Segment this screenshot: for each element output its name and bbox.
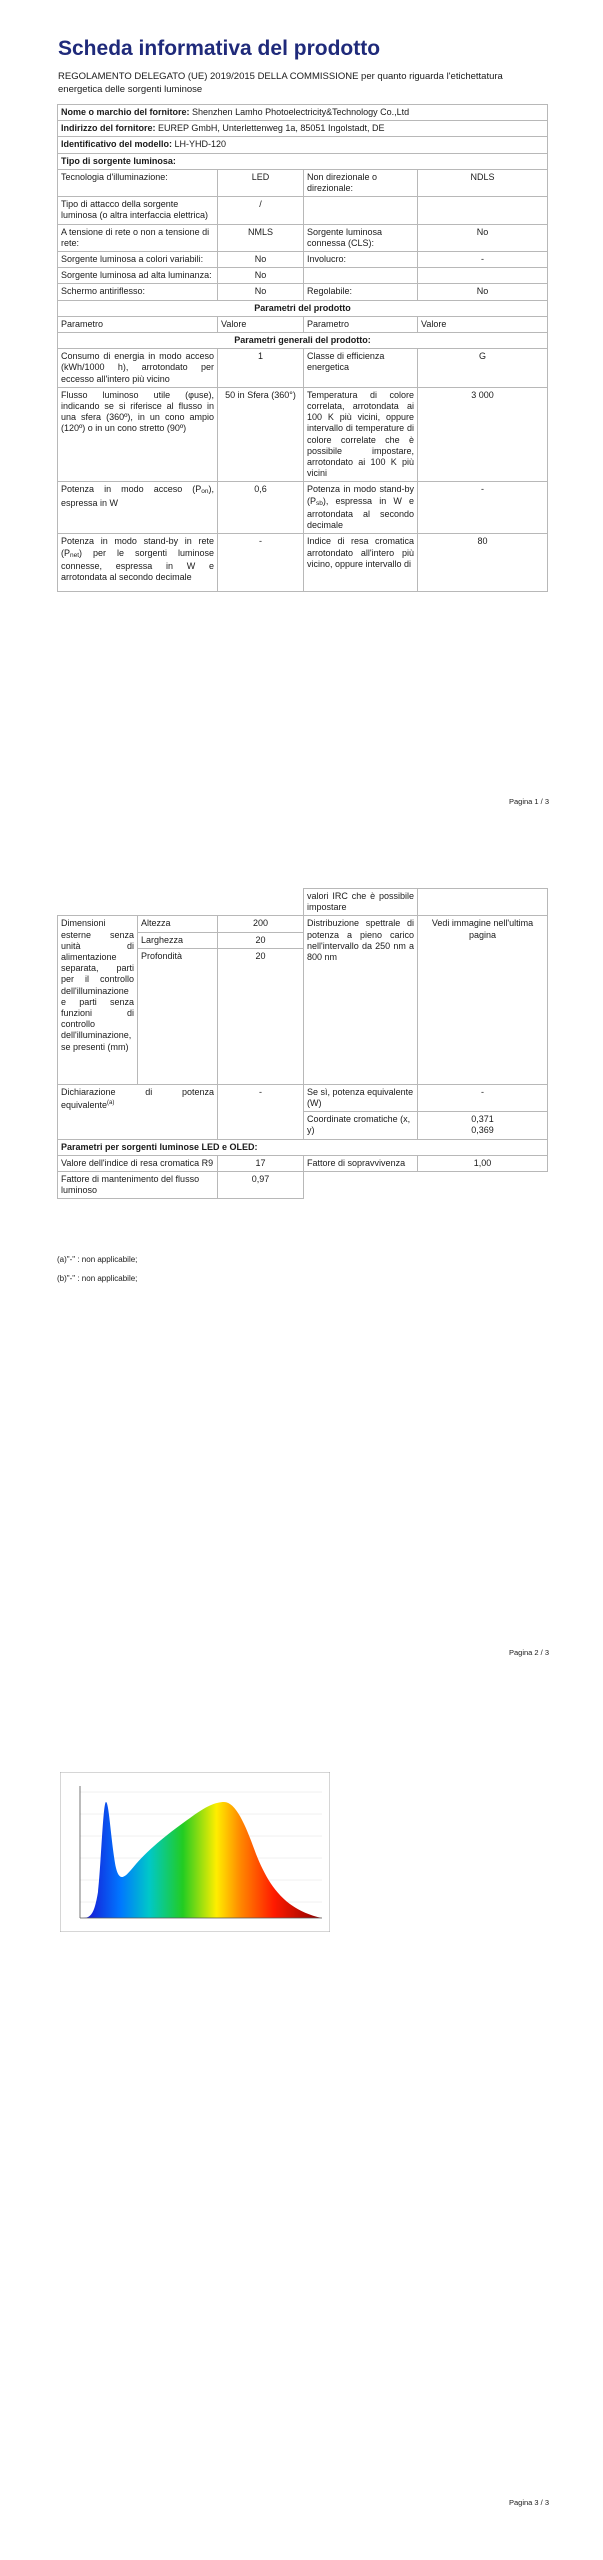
onpower-value: 0,6: [218, 482, 304, 534]
cri-label-part1: Indice di resa cromatica arrotondato all'intero più vicino, oppure intervallo di: [304, 534, 418, 592]
network-standby-row: [58, 534, 548, 592]
source-type-label: Tipo di sorgente luminosa:: [58, 153, 548, 169]
product-info-table-page2: [57, 888, 548, 1199]
width-label: Larghezza: [138, 932, 218, 948]
technology-row: [58, 169, 548, 196]
colour-tunable-label: Sorgente luminosa a colori variabili:: [58, 252, 218, 268]
cct-value: 3 000: [418, 387, 548, 482]
supplier-name-label: Nome o marchio del fornitore:: [61, 107, 190, 117]
cap-label: Tipo di attacco della sorgente luminosa (o altra interfaccia elettrica): [58, 197, 218, 224]
connected-label: Sorgente luminosa connessa (CLS):: [304, 224, 418, 251]
r9-value: 17: [218, 1155, 304, 1171]
high-lum-value: No: [218, 268, 304, 284]
energy-label: Consumo di energia in modo acceso (kWh/1000 h), arrotondato per eccesso all'intero più vicino: [58, 349, 218, 388]
supplier-address-row: [58, 121, 548, 137]
envelope-label: Involucro:: [304, 252, 418, 268]
supplier-name: Shenzhen Lamho Photoelectricity&Technology Co.,Ltd: [192, 107, 410, 117]
colour-tunable-row: [58, 252, 548, 268]
netstandby-label: Potenza in modo stand-by in rete $(P_{net})$ per le sorgenti luminose connesse, espressa in W e arrotondata al secondo decimale: [58, 534, 218, 592]
chroma-y: 0,369: [471, 1125, 494, 1136]
nondir-value: NDLS: [418, 169, 548, 196]
nondir-label: Non direzionale o direzionale:: [304, 169, 418, 196]
ifyes-value: -: [418, 1084, 548, 1111]
dims-label: Dimensioni esterne senza unità di alimentazione separata, parti per il controllo dell'illuminazione e parti senza funzioni di controllo dell'illuminazione, se presenti (mm): [58, 916, 138, 1084]
class-value: G: [418, 349, 548, 388]
standby-value: -: [418, 482, 548, 534]
cri-label-part2: valori IRC che è possibile impostare: [304, 889, 418, 916]
supplier-address-label: Indirizzo del fornitore:: [61, 123, 156, 134]
connected-value: No: [418, 224, 548, 251]
footnote-b: (b)"-" : non applicabile;: [57, 1274, 138, 1283]
energy-row: [58, 349, 548, 388]
col-value-1: Valore: [218, 316, 304, 332]
tech-label: Tecnologia d'illuminazione:: [58, 169, 218, 196]
supplier-name-row: [58, 105, 548, 121]
footnote-a: (a)"-" : non applicabile;: [57, 1255, 138, 1264]
power-row: [58, 482, 548, 534]
colour-tunable-value: No: [218, 252, 304, 268]
page2-footer: Pagina 2 / 3: [508, 1648, 549, 1657]
standby-label: Potenza in modo stand-by $(P_{sb})$, espressa in W e arrotondata al secondo decimale: [304, 482, 418, 534]
general-heading-row: [58, 333, 548, 349]
cap-value: /: [218, 197, 304, 224]
col-value-2: Valore: [418, 316, 548, 332]
cri-continued-row: [58, 889, 548, 916]
model-label: Identificativo del modello:: [61, 139, 173, 150]
model-row: [58, 137, 548, 153]
cri-value: 80: [418, 534, 548, 592]
height-value: 200: [218, 916, 304, 932]
column-header-row: [58, 316, 548, 332]
r9-row: [58, 1155, 548, 1171]
antiglare-row: [58, 284, 548, 300]
mains-label: A tensione di rete o non a tensione di rete:: [58, 224, 218, 251]
depth-label: Profondità: [138, 948, 218, 1084]
params-heading: Parametri del prodotto: [58, 300, 548, 316]
chroma-label: Coordinate cromatiche (x, y): [304, 1112, 418, 1139]
maint-label: Fattore di mantenimento del flusso luminoso: [58, 1172, 218, 1199]
energy-value: 1: [218, 349, 304, 388]
mains-value: NMLS: [218, 224, 304, 251]
page1-footer: Pagina 1 / 3: [508, 797, 549, 806]
antiglare-value: No: [218, 284, 304, 300]
netstandby-value: -: [218, 534, 304, 592]
equiv-value: -: [218, 1084, 304, 1139]
ifyes-label: Se sì, potenza equivalente (W): [304, 1084, 418, 1111]
flux-row: [58, 387, 548, 482]
survival-label: Fattore di sopravvivenza: [304, 1155, 418, 1171]
spd-value: Vedi immagine nell'ultima pagina: [418, 916, 548, 1084]
depth-value: 20: [218, 948, 304, 1084]
class-label: Classe di efficienza energetica: [304, 349, 418, 388]
product-info-table-page1: [57, 104, 548, 592]
dimensions-height-row: [58, 916, 548, 932]
led-heading-row: [58, 1139, 548, 1155]
flux-value: 50 in Sfera (360°): [218, 387, 304, 482]
tech-value: LED: [218, 169, 304, 196]
page3-footer: Pagina 3 / 3: [508, 2498, 549, 2507]
equiv-label: Dichiarazione di potenza equivalente$^{(a)}$: [58, 1084, 218, 1139]
spectral-distribution-image: [60, 1772, 330, 1932]
model-value: LH-YHD-120: [174, 139, 227, 150]
general-heading: Parametri generali del prodotto:: [58, 333, 548, 349]
led-heading: Parametri per sorgenti luminose LED e OLED:: [58, 1139, 548, 1155]
params-heading-row: [58, 300, 548, 316]
source-type-row: [58, 153, 548, 169]
cap-row: [58, 197, 548, 224]
spectrum-svg: [60, 1772, 330, 1932]
mains-row: [58, 224, 548, 251]
maintenance-row: [58, 1172, 548, 1199]
regulation-text: REGOLAMENTO DELEGATO (UE) 2019/2015 DELLA COMMISSIONE per quanto riguarda l'etichettatura energetica delle sorgenti luminose: [58, 71, 503, 95]
height-label: Altezza: [138, 916, 218, 932]
survival-value: 1,00: [418, 1155, 548, 1171]
spd-label: Distribuzione spettrale di potenza a pieno carico nell'intervallo da 250 nm a 800 nm: [304, 916, 418, 1084]
maint-value: 0,97: [218, 1172, 304, 1199]
r9-label: Valore dell'indice di resa cromatica R9: [58, 1155, 218, 1171]
high-luminance-row: [58, 268, 548, 284]
envelope-value: -: [418, 252, 548, 268]
flux-label: Flusso luminoso utile (φuse), indicando se si riferisce al flusso in una sfera (360º), in un cono ampio (120º) o in un cono stretto (90º): [58, 387, 218, 482]
width-value: 20: [218, 932, 304, 948]
dimmable-label: Regolabile:: [304, 284, 418, 300]
dimmable-value: No: [418, 284, 548, 300]
page-title: Scheda informativa del prodotto: [58, 37, 381, 60]
high-lum-label: Sorgente luminosa ad alta luminanza:: [58, 268, 218, 284]
chroma-x: 0,371: [471, 1114, 494, 1125]
supplier-address: EUREP GmbH, Unterlettenweg 1a, 85051 Ingolstadt, DE: [158, 123, 385, 134]
equivalent-power-row: [58, 1084, 548, 1111]
antiglare-label: Schermo antiriflesso:: [58, 284, 218, 300]
onpower-label: Potenza in modo acceso $(P_{on})$, espressa in W: [58, 482, 218, 534]
col-param-2: Parametro: [304, 316, 418, 332]
cct-label: Temperatura di colore correlata, arrotondata ai 100 K più vicini, oppure intervallo di temperature di colore correlate che è possibile impostare, arrotondato ai 100 K più vicini: [304, 387, 418, 482]
col-param-1: Parametro: [58, 316, 218, 332]
